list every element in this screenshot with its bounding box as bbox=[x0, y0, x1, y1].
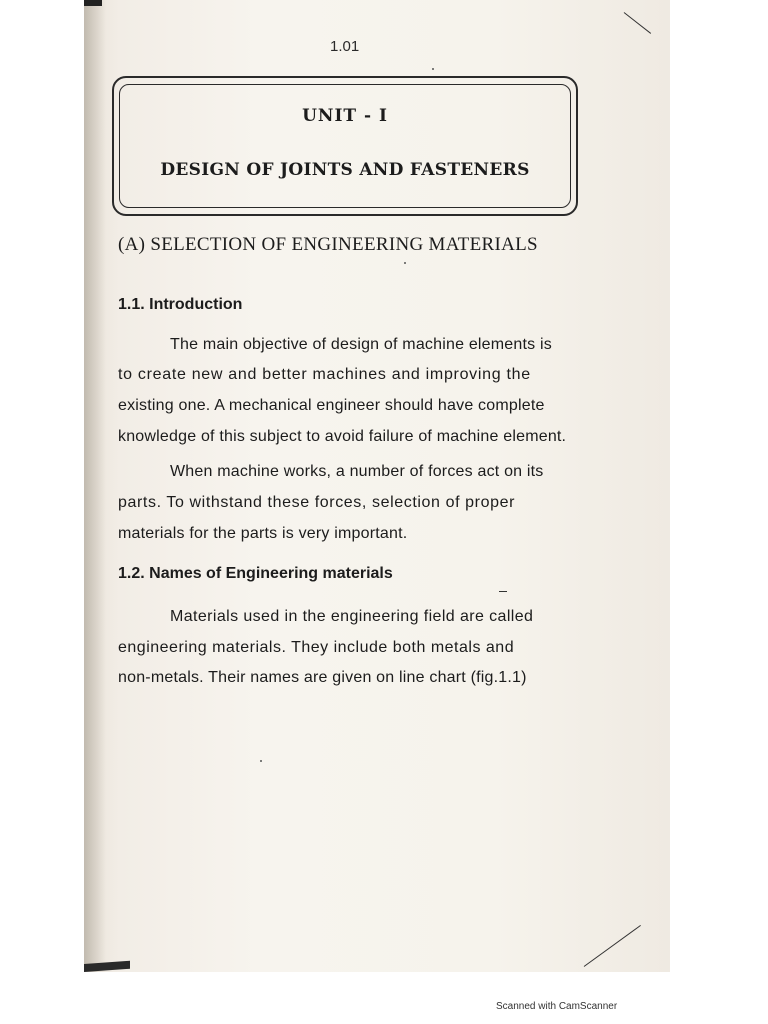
paragraph-line: knowledge of this subject to avoid failure of machine element. bbox=[118, 428, 567, 445]
scan-speck bbox=[404, 262, 406, 264]
section-heading: (A) SELECTION OF ENGINEERING MATERIALS bbox=[118, 234, 538, 255]
scan-corner-mark-top bbox=[84, 0, 102, 6]
unit-title-box bbox=[112, 76, 578, 216]
paragraph-line: existing one. A mechanical engineer should have complete bbox=[118, 397, 545, 414]
paragraph-line: When machine works, a number of forces act on its bbox=[170, 463, 544, 480]
paragraph-line: The main objective of design of machine elements is bbox=[170, 336, 552, 353]
paragraph-line: Materials used in the engineering field are called bbox=[170, 608, 534, 625]
scanner-credit: Scanned with CamScanner bbox=[496, 1001, 618, 1012]
scan-speck bbox=[432, 68, 434, 70]
page-binding-shadow bbox=[84, 0, 106, 972]
unit-label: UNIT - I bbox=[302, 106, 388, 126]
scan-mark bbox=[584, 925, 641, 967]
scanned-page bbox=[84, 0, 670, 972]
scan-corner-mark-bottom bbox=[84, 961, 130, 972]
paragraph-line: parts. To withstand these forces, selection of proper bbox=[118, 494, 516, 511]
unit-title-box-inner-border bbox=[119, 84, 571, 208]
unit-title: DESIGN OF JOINTS AND FASTENERS bbox=[160, 160, 530, 180]
scan-mark bbox=[624, 12, 651, 34]
subheading-introduction: 1.1. Introduction bbox=[118, 296, 243, 313]
paragraph-line: to create new and better machines and improving the bbox=[118, 366, 531, 383]
scan-mark bbox=[499, 591, 507, 592]
page-number: 1.01 bbox=[330, 38, 360, 55]
paragraph-line: non-metals. Their names are given on line chart (fig.1.1) bbox=[118, 669, 527, 686]
subheading-names-of-engineering-materials: 1.2. Names of Engineering materials bbox=[118, 565, 393, 582]
paragraph-line: materials for the parts is very important. bbox=[118, 525, 408, 542]
paragraph-line: engineering materials. They include both metals and bbox=[118, 639, 515, 656]
scan-speck bbox=[260, 760, 262, 762]
